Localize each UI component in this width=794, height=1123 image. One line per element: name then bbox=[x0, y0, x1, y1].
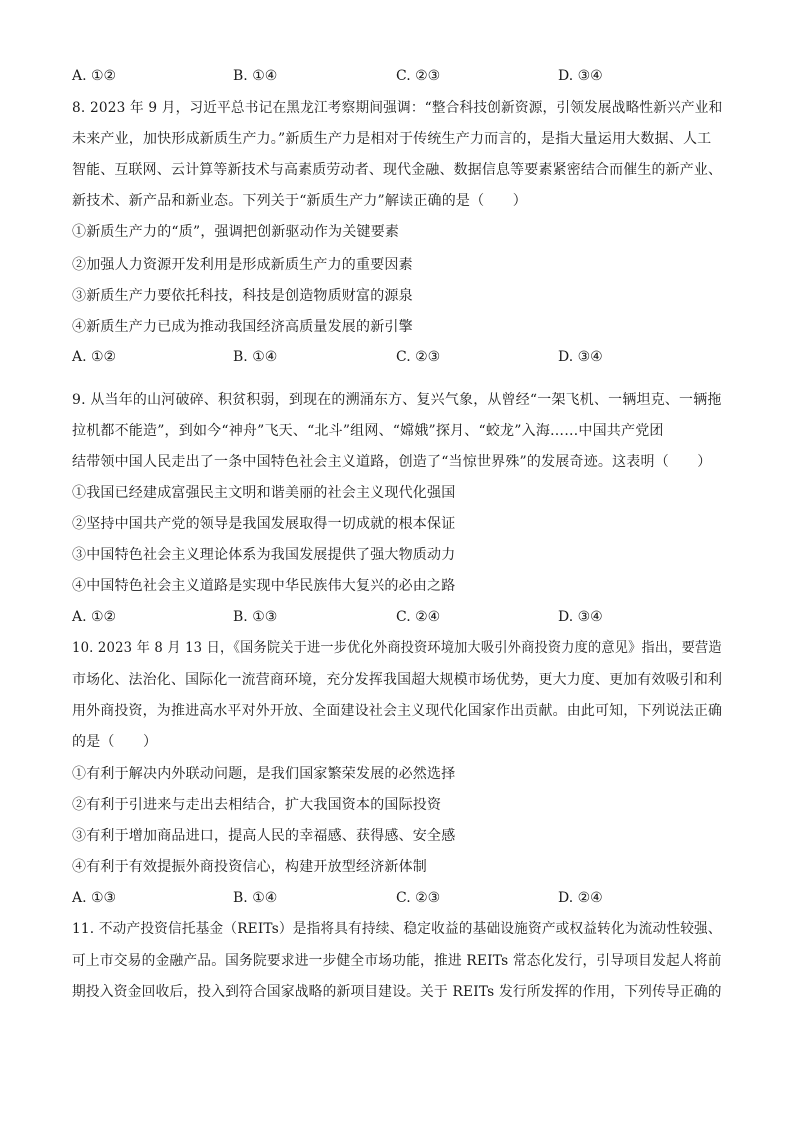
q10-item-1: ①有利于解决内外联动问题，是我们国家繁荣发展的必然选择 bbox=[72, 766, 456, 782]
q7-options bbox=[72, 66, 722, 86]
q9-option-c: C. ②④ bbox=[396, 609, 441, 625]
q10-option-b: B. ①④ bbox=[233, 890, 278, 906]
q8-option-b: B. ①④ bbox=[233, 349, 278, 365]
q10-item-3: ③有利于增加商品进口，提高人民的幸福感、获得感、安全感 bbox=[72, 828, 456, 844]
q8-option-d: D. ③④ bbox=[558, 349, 603, 365]
q9-option-a: A. ①② bbox=[72, 609, 117, 625]
q9-stem-line: 9. 从当年的山河破碎、积贫积弱，到现在的溯涌东方、复兴气象，从曾经“一架飞机、一辆坦克、一辆拖 bbox=[72, 392, 722, 408]
q7-option-c: C. ②③ bbox=[396, 68, 441, 84]
q7-option-d: D. ③④ bbox=[558, 68, 603, 84]
q8-item-1: ①新质生产力的“质”，强调把创新驱动作为关键要素 bbox=[72, 224, 400, 240]
q9-item-2: ②坚持中国共产党的领导是我国发展取得一切成就的根本保证 bbox=[72, 516, 456, 532]
q8-item-2: ②加强人力资源开发利用是形成新质生产力的重要因素 bbox=[72, 257, 413, 273]
q8-stem-line: 新技术、新产品和新业态。下列关于“新质生产力”解读正确的是（ ） bbox=[72, 193, 527, 209]
q9-options bbox=[72, 607, 722, 627]
q11-stem-line: 11. 不动产投资信托基金（REITs）是指将具有持续、稳定收益的基础设施资产或权益转化为流动性较强、 bbox=[72, 921, 722, 937]
q8-option-a: A. ①② bbox=[72, 349, 117, 365]
q11-stem-line: 可上市交易的金融产品。国务院要求进一步健全市场功能，推进 REITs 常态化发行，引导项目发起人将前 bbox=[72, 953, 722, 969]
q9-option-d: D. ③④ bbox=[558, 609, 603, 625]
q10-stem-line: 用外商投资，为推进高水平对外开放、全面建设社会主义现代化国家作出贡献。由此可知，下列说法正确 bbox=[72, 703, 723, 719]
q9-stem-line: 结带领中国人民走出了一条中国特色社会主义道路，创造了“当惊世界殊”的发展奇迹。这表明（ ） bbox=[72, 454, 712, 470]
q9-item-4: ④中国特色社会主义道路是实现中华民族伟大复兴的必由之路 bbox=[72, 578, 456, 594]
q10-option-d: D. ②④ bbox=[558, 890, 603, 906]
q11-stem-line: 期投入资金回收后，投入到符合国家战略的新项目建设。关于 REITs 发行所发挥的作用，下列传导正确的 bbox=[72, 984, 722, 1000]
q10-item-2: ②有利于引进来与走出去相结合，扩大我国资本的国际投资 bbox=[72, 797, 442, 813]
q10-option-c: C. ②③ bbox=[396, 890, 441, 906]
q8-stem-line: 8. 2023 年 9 月，习近平总书记在黑龙江考察期间强调：“整合科技创新资源，引领发展战略性新兴产业和 bbox=[72, 100, 723, 116]
q9-item-1: ①我国已经建成富强民主文明和谐美丽的社会主义现代化强国 bbox=[72, 485, 456, 501]
q9-option-b: B. ①③ bbox=[233, 609, 278, 625]
q10-options bbox=[72, 888, 722, 908]
q8-option-c: C. ②③ bbox=[396, 349, 441, 365]
q8-stem-line: 智能、互联网、云计算等新技术与高素质劳动者、现代金融、数据信息等要素紧密结合而催生的新产业、 bbox=[72, 162, 723, 178]
q8-item-3: ③新质生产力要依托科技，科技是创造物质财富的源泉 bbox=[72, 288, 413, 304]
q10-stem-line: 10. 2023 年 8 月 13 日，《国务院关于进一步优化外商投资环境加大吸引外商投资力度的意见》指出，要营造 bbox=[72, 640, 722, 656]
q8-options bbox=[72, 347, 722, 367]
q9-stem-line: 拉机都不能造”，到如今“神舟”飞天、“北斗”组网、“嫦娥”探月、“蛟龙”入海……中国共产党团 bbox=[72, 423, 664, 439]
q7-option-a: A. ①② bbox=[72, 68, 117, 84]
q7-option-b: B. ①④ bbox=[233, 68, 278, 84]
q8-stem-line: 未来产业，加快形成新质生产力。”新质生产力是相对于传统生产力而言的，是指大量运用大数据、人工 bbox=[72, 131, 712, 147]
q10-option-a: A. ①③ bbox=[72, 890, 117, 906]
q10-stem-line: 市场化、法治化、国际化一流营商环境，充分发挥我国超大规模市场优势，更大力度、更加有效吸引和利 bbox=[72, 672, 723, 688]
q10-item-4: ④有利于有效提振外商投资信心，构建开放型经济新体制 bbox=[72, 859, 427, 875]
q9-item-3: ③中国特色社会主义理论体系为我国发展提供了强大物质动力 bbox=[72, 547, 456, 563]
q10-stem-line: 的是（ ） bbox=[72, 734, 158, 750]
q8-item-4: ④新质生产力已成为推动我国经济高质量发展的新引擎 bbox=[72, 319, 413, 335]
